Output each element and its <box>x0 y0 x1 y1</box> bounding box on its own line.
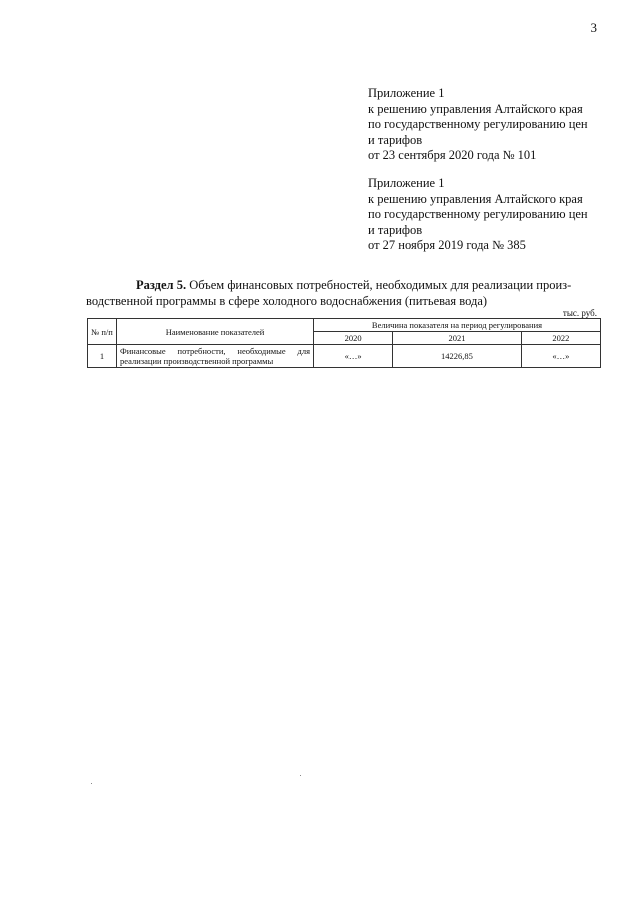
row-num: 1 <box>88 345 117 368</box>
appendix-line: и тарифов <box>368 222 423 237</box>
row-value: 14226,85 <box>393 345 521 368</box>
page-number: 3 <box>590 20 597 35</box>
appendix-line: и тарифов <box>368 132 423 147</box>
table-row <box>88 345 601 368</box>
header-name: Наименование показателей <box>117 319 314 345</box>
appendix-line: от 23 сентября 2020 года № 101 <box>368 148 537 163</box>
header-year: 2021 <box>393 332 521 345</box>
section-heading <box>86 278 597 309</box>
header-year: 2020 <box>314 332 393 345</box>
header-num: № п/п <box>88 319 117 345</box>
appendix-block-previous <box>368 176 618 254</box>
section-title-part-1: Объем финансовых потребностей, необходимых для реализации произ- <box>189 278 572 292</box>
appendix-line: от 27 ноября 2019 года № 385 <box>368 238 526 253</box>
appendix-line: Приложение 1 <box>368 176 445 190</box>
row-value: «…» <box>521 345 600 368</box>
appendix-line: к решению управления Алтайского края <box>368 191 583 206</box>
section-heading-line-1 <box>86 278 597 294</box>
appendix-line: по государственному регулированию цен <box>368 117 588 132</box>
appendix-block-current <box>368 86 618 164</box>
section-title-part-2: водственной программы в сфере холодного водоснабжения (питьевая вода) <box>86 293 488 308</box>
row-value: «…» <box>314 345 393 368</box>
units-label: тыс. руб. <box>562 308 597 318</box>
table-header-row <box>88 319 601 332</box>
appendix-line: по государственному регулированию цен <box>368 207 588 222</box>
header-period: Величина показателя на период регулирования <box>314 319 601 332</box>
row-name: Финансовые потребности, необходимые для реализации производственной программы <box>117 345 314 368</box>
appendix-line: к решению управления Алтайского края <box>368 101 583 116</box>
appendix-line: Приложение 1 <box>368 86 445 100</box>
section-label: Раздел 5. <box>136 278 187 292</box>
scan-speck <box>300 775 301 776</box>
header-year: 2022 <box>521 332 600 345</box>
scan-speck <box>91 783 92 784</box>
indicators-table <box>87 318 601 368</box>
